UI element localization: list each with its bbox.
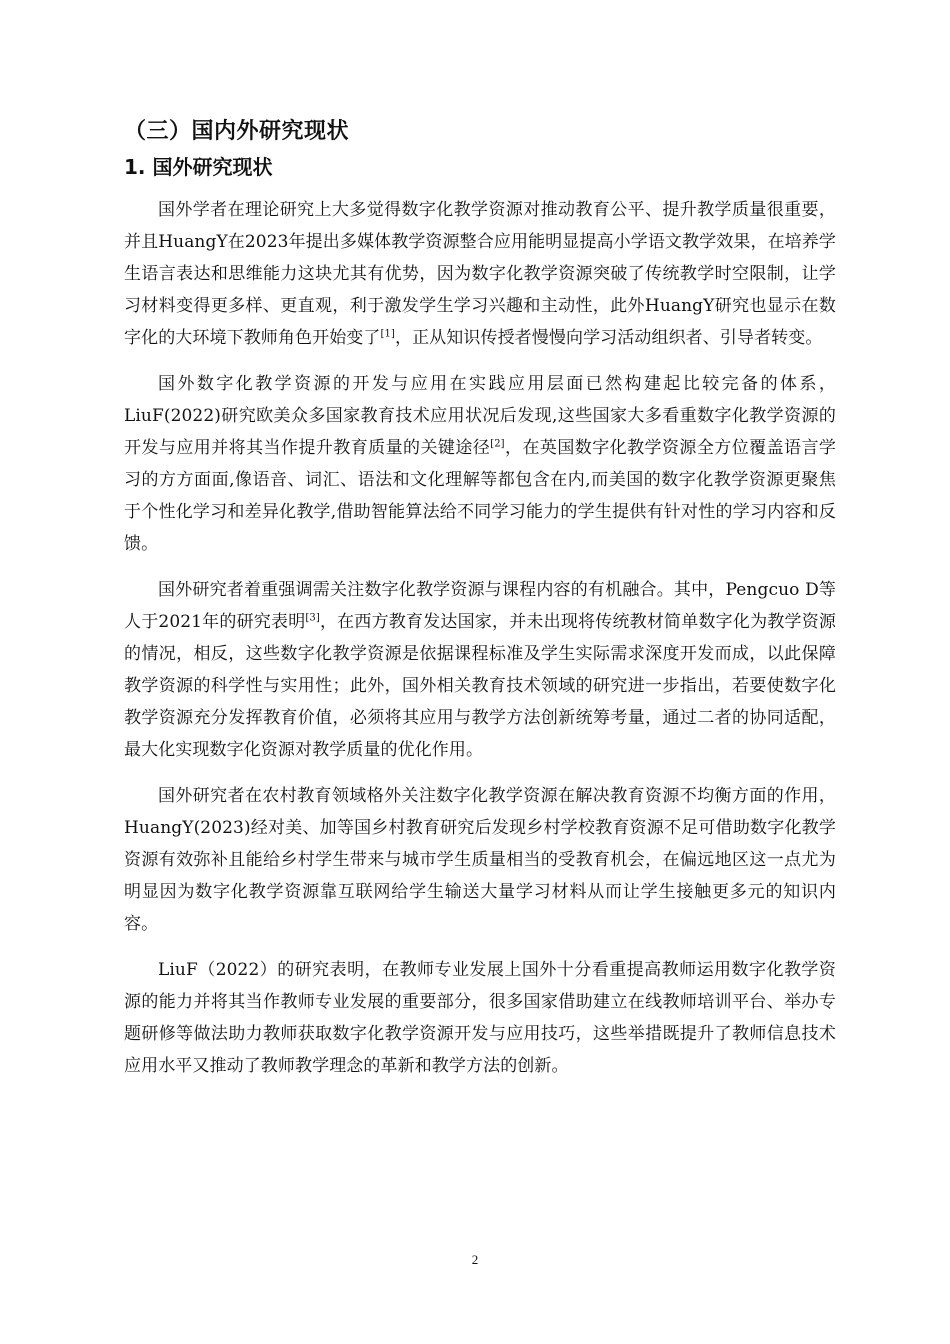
paragraph-5 <box>124 954 836 1082</box>
paragraph-text: ，正从知识传授者慢慢向学习活动组织者、引导者转变。 <box>394 328 823 348</box>
paragraph-text: 国外研究者着重强调需关注数字化教学资源与课程内容的有机融合。其中，Pengcuo D等人于2021年的研究表明 <box>124 580 836 632</box>
citation-ref: [3] <box>305 612 320 624</box>
page-number: 2 <box>471 1252 479 1267</box>
paragraph-1 <box>124 194 836 354</box>
citation-ref: [2] <box>490 438 505 450</box>
paragraph-4 <box>124 780 836 940</box>
citation-ref: [1] <box>380 328 395 340</box>
paragraph-text: 国外研究者在农村教育领域格外关注数字化教学资源在解决教育资源不均衡方面的作用，HuangY(2023)经对美、加等国乡村教育研究后发现乡村学校教育资源不足可借助数字化教学资源有效弥补且能给乡村学生带来与城市学生质量相当的受教育机会，在偏远地区这一点尤为明显因为数字化教学资源靠互联网给学生输送大量学习材料从而让学生接触更多元的知识内容。 <box>124 786 836 934</box>
subsection-heading: 1. 国外研究现状 <box>124 155 273 179</box>
paragraph-text: ，在英国数字化教学资源全方位覆盖语言学习的方方面面,像语音、词汇、语法和文化理解等都包含在内,而美国的数字化教学资源更聚焦于个性化学习和差异化教学,借助智能算法给不同学习能力的学生提供有针对性的学习内容和反馈。 <box>124 438 836 554</box>
paragraph-text: 国外数字化教学资源的开发与应用在实践应用层面已然构建起比较完备的体系，LiuF(2022)研究欧美众多国家教育技术应用状况后发现,这些国家大多看重数字化教学资源的开发与应用并将其当作提升教育质量的关键途径 <box>124 374 836 458</box>
paragraph-3 <box>124 574 836 766</box>
paragraph-text: LiuF（2022）的研究表明，在教师专业发展上国外十分看重提高教师运用数字化教学资源的能力并将其当作教师专业发展的重要部分，很多国家借助建立在线教师培训平台、举办专题研修等做法助力教师获取数字化教学资源开发与应用技巧，这些举措既提升了教师信息技术应用水平又推动了教师教学理念的革新和教学方法的创新。 <box>124 960 836 1076</box>
document-page <box>124 110 836 1096</box>
paragraph-2 <box>124 368 836 560</box>
section-heading: （三）国内外研究现状 <box>124 119 350 144</box>
paragraph-text: 国外学者在理论研究上大多觉得数字化教学资源对推动教育公平、提升教学质量很重要，并且HuangY在2023年提出多媒体教学资源整合应用能明显提高小学语文教学效果，在培养学生语言表达和思维能力这块尤其有优势，因为数字化教学资源突破了传统教学时空限制，让学习材料变得更多样、更直观，利于激发学生学习兴趣和主动性，此外HuangY研究也显示在数字化的大环境下教师角色开始变了 <box>124 200 836 348</box>
paragraph-text: ，在西方教育发达国家，并未出现将传统教材简单数字化为教学资源的情况，相反，这些数字化教学资源是依据课程标准及学生实际需求深度开发而成，以此保障教学资源的科学性与实用性；此外，国外相关教育技术领域的研究进一步指出，若要使数字化教学资源充分发挥教育价值，必须将其应用与教学方法创新统筹考量，通过二者的协同适配，最大化实现数字化资源对教学质量的优化作用。 <box>124 612 836 760</box>
